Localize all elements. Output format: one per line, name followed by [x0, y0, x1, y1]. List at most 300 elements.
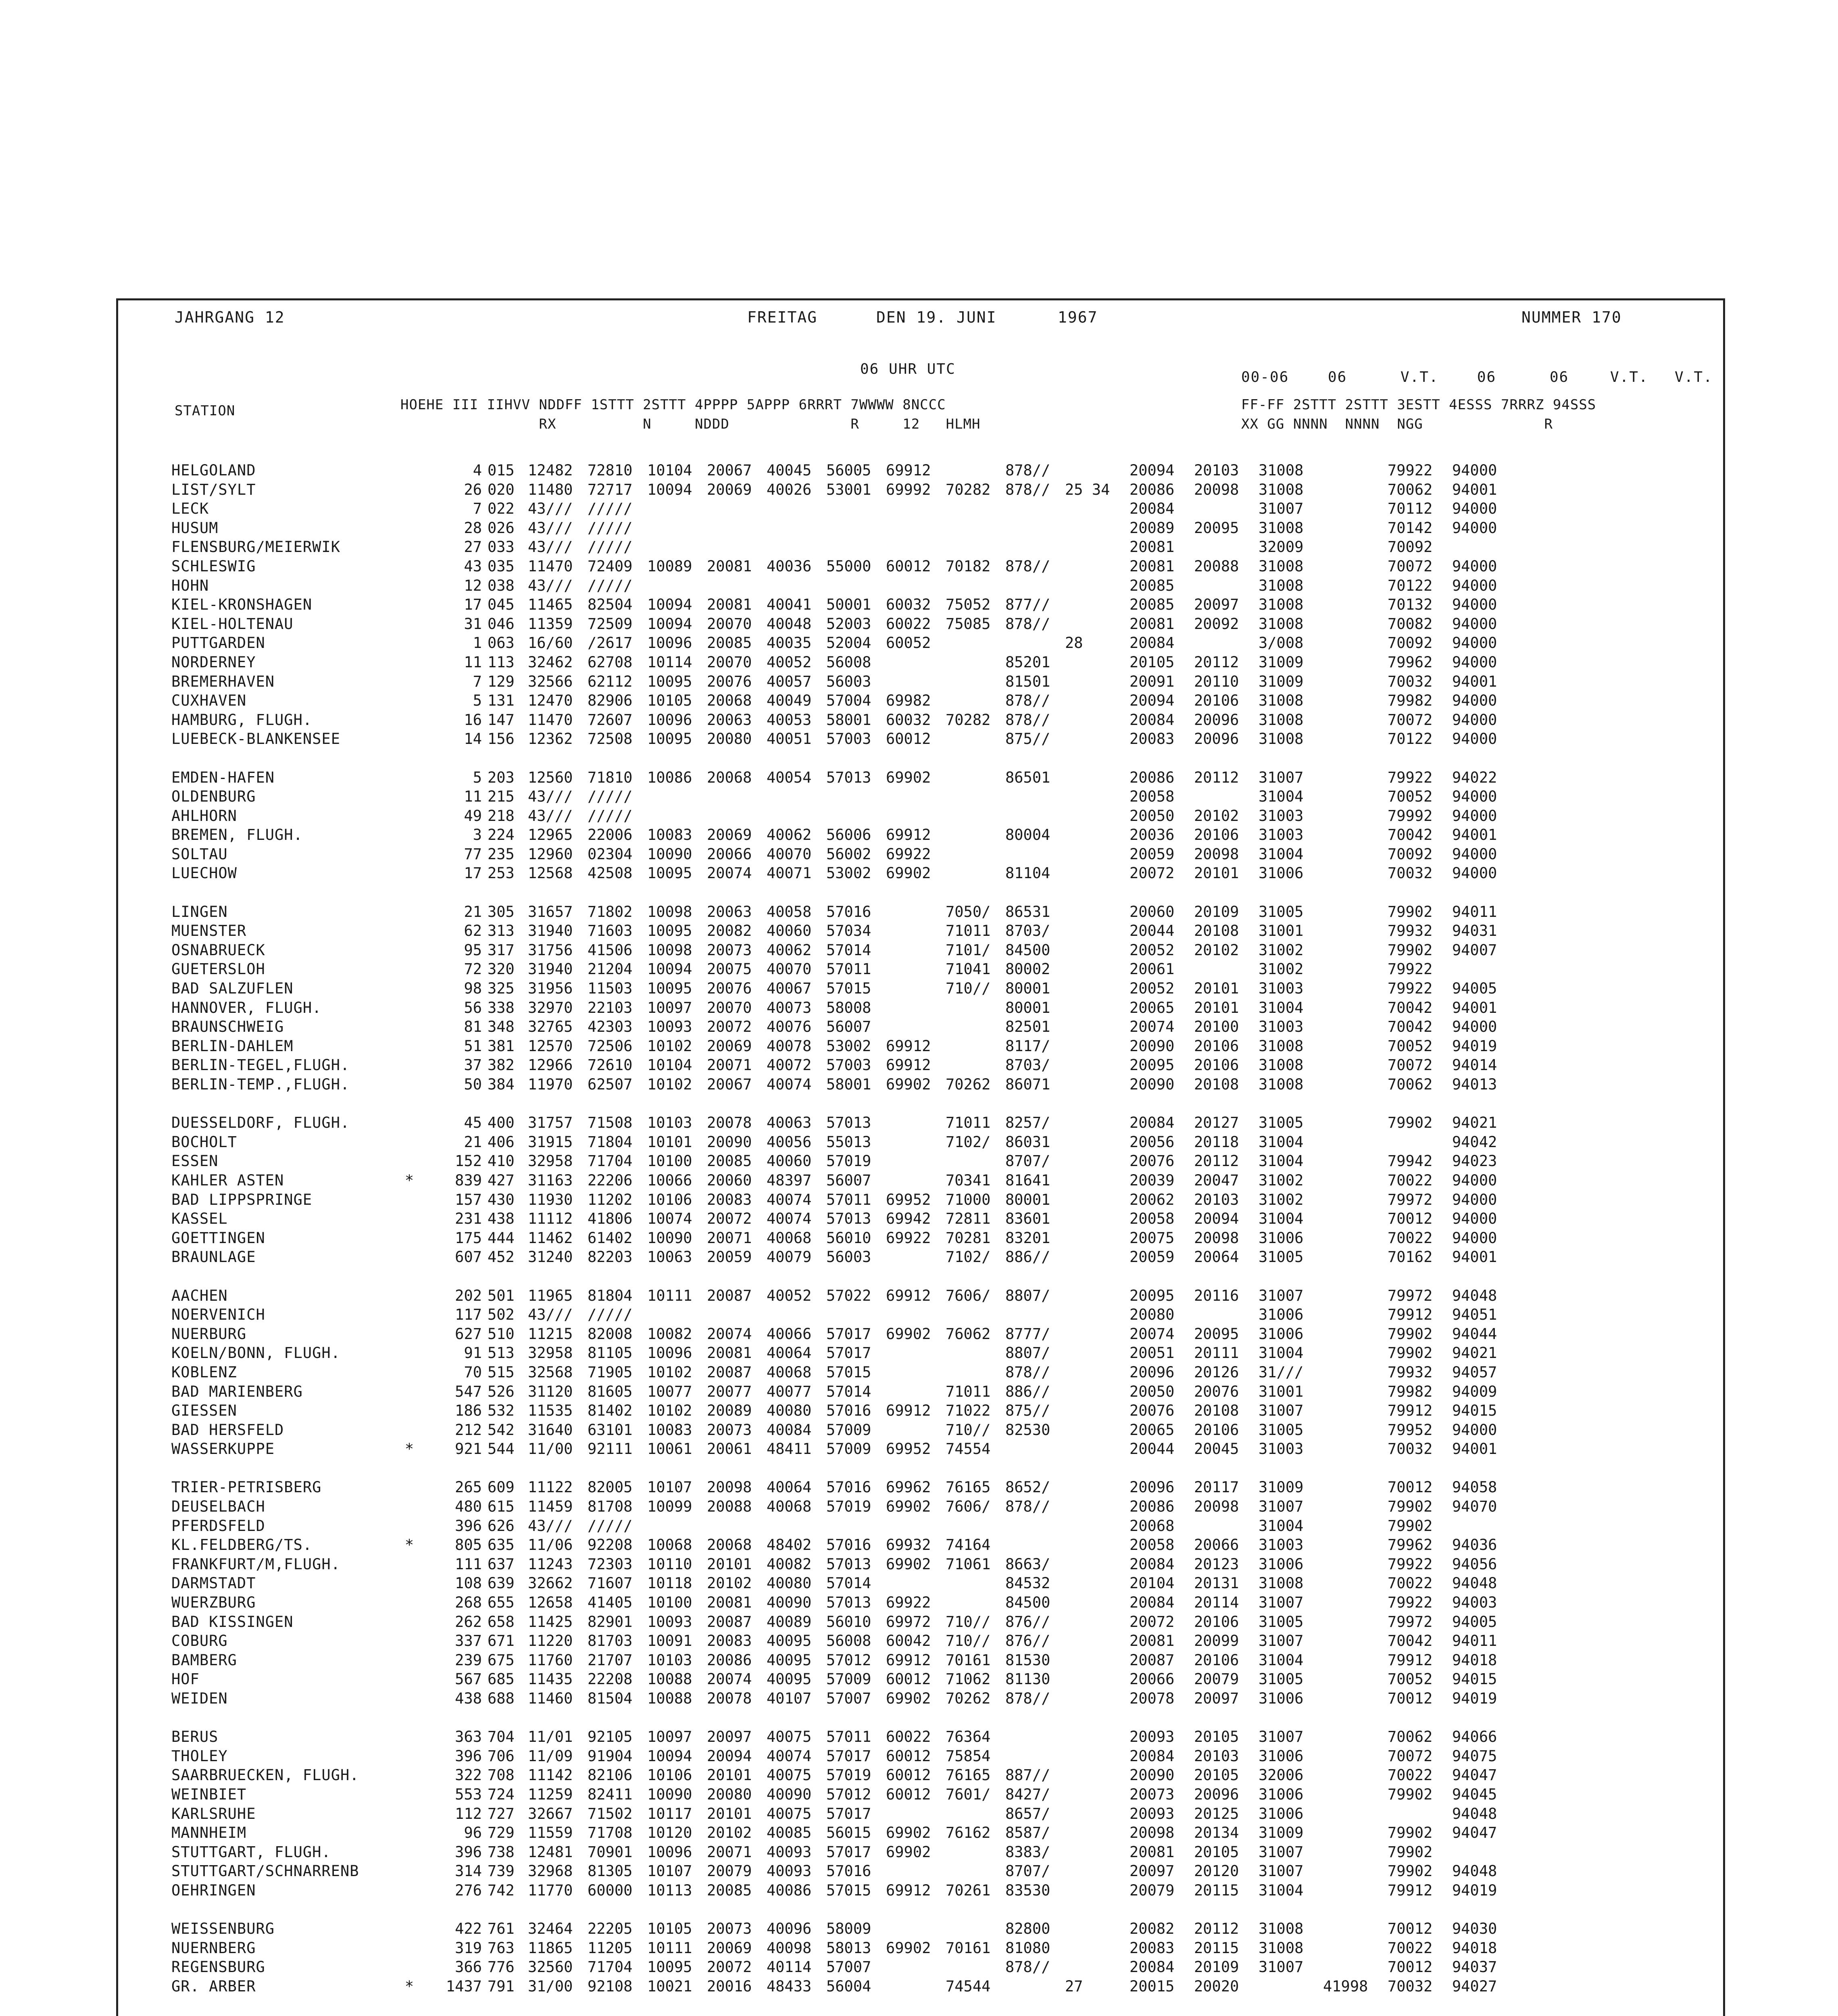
extra-group: 31007 [1259, 1594, 1304, 1612]
obs-group: 11112 [528, 1210, 573, 1228]
obs-group [886, 519, 946, 538]
station-name: KL.FELDBERG/TS. [171, 1536, 313, 1554]
extra-group [1323, 1382, 1388, 1402]
station-height: 51 [464, 1037, 482, 1055]
extra-group: 20127 [1194, 1114, 1239, 1132]
extra-group [1452, 1843, 1517, 1862]
station-name: GUETERSLOH [171, 960, 265, 978]
obs-group [767, 576, 826, 596]
obs-group: 40063 [767, 1114, 812, 1132]
obs-group: 72717 [588, 481, 633, 498]
wind-gust [1065, 576, 1129, 596]
extra-group: 20015 [1129, 1977, 1175, 1995]
station-row [171, 1056, 1517, 1075]
extra-group: 94019 [1452, 1690, 1497, 1707]
mountain-marker: * [404, 1536, 414, 1554]
wind-gust [1065, 768, 1129, 787]
obs-group: 20083 [707, 1191, 752, 1208]
obs-group: 878// [1005, 557, 1050, 575]
extra-group: 70042 [1388, 1018, 1433, 1036]
obs-group: 20073 [707, 941, 752, 959]
extra-group: 20087 [1129, 1651, 1175, 1669]
station-height: 152 [455, 1152, 482, 1170]
extra-group: 31004 [1259, 999, 1304, 1016]
obs-group: 10106 [647, 1191, 692, 1208]
obs-group: 71704 [588, 1958, 633, 1976]
wind-gust [1065, 902, 1129, 922]
obs-group [886, 1420, 946, 1440]
station-height: 108 [455, 1574, 482, 1592]
station-row [171, 1401, 1517, 1420]
obs-group: 76165 [946, 1766, 991, 1784]
main-col-header-1: HOEHE III IIHVV NDDFF 1STTT 2STTT 4PPPP 5APPP 6RRRT 7WWWW 8NCCC [400, 397, 946, 413]
obs-group: 57017 [826, 1325, 871, 1343]
obs-group [886, 1171, 946, 1190]
extra-group [1323, 979, 1388, 998]
extra-group: 70012 [1388, 1210, 1433, 1228]
extra-group: 20044 [1129, 1440, 1175, 1458]
wind-gust [1065, 1747, 1129, 1766]
station-index: 113 [488, 653, 515, 671]
station-name: BREMERHAVEN [171, 673, 275, 690]
station-index: 544 [488, 1440, 515, 1458]
obs-group: 10083 [647, 826, 692, 844]
obs-group: 40093 [767, 1862, 812, 1880]
obs-group [946, 845, 1005, 864]
wind-gust [1065, 845, 1129, 864]
extra-group: 31004 [1259, 1881, 1304, 1899]
station-name: HOF [171, 1670, 200, 1688]
obs-group: 20082 [707, 922, 752, 940]
extra-group: 20108 [1194, 922, 1239, 940]
station-index: 761 [488, 1920, 515, 1938]
mountain-marker [397, 1075, 421, 1094]
obs-group [647, 806, 707, 826]
obs-group: 60012 [886, 1747, 931, 1765]
station-name: TRIER-PETRISBERG [171, 1479, 322, 1496]
extra-group: 94000 [1452, 1018, 1497, 1036]
year-label: 1967 [1058, 308, 1098, 326]
obs-group: 11142 [528, 1766, 573, 1784]
extra-group: 20109 [1194, 1958, 1239, 1976]
extra-group: 94009 [1452, 1383, 1497, 1400]
obs-group: 20067 [707, 1076, 752, 1093]
mountain-marker: * [404, 1977, 414, 1995]
obs-group: 20077 [707, 1383, 752, 1400]
mountain-marker [397, 1209, 421, 1229]
obs-group: 57015 [826, 980, 871, 998]
wind-gust: 28 [1065, 634, 1083, 652]
obs-group: ///// [588, 577, 633, 594]
station-height: 212 [455, 1421, 482, 1439]
wind-gust [1065, 595, 1129, 614]
group-separator [171, 1094, 1517, 1114]
extra-group: 31007 [1259, 1728, 1304, 1746]
obs-group: 84532 [1005, 1574, 1050, 1592]
obs-group [886, 1343, 946, 1363]
obs-group: 31657 [528, 903, 573, 921]
extra-group [1323, 461, 1388, 480]
extra-group: 31008 [1259, 730, 1304, 748]
obs-group [946, 1017, 1005, 1037]
obs-group: 10096 [647, 1344, 692, 1362]
extra-group: 31004 [1259, 788, 1304, 806]
obs-group: 57011 [826, 960, 871, 978]
wind-gust [1065, 1651, 1129, 1670]
obs-group: 72509 [588, 615, 633, 633]
obs-group: 71502 [588, 1805, 633, 1822]
extra-group [1323, 576, 1388, 596]
extra-group: 20089 [1129, 519, 1175, 537]
obs-group: 11930 [528, 1191, 573, 1208]
extra-group: 79992 [1388, 807, 1433, 825]
extra-group: 20097 [1129, 1862, 1175, 1880]
extra-group: 20081 [1129, 538, 1175, 556]
obs-group [767, 537, 826, 557]
obs-group: 60012 [886, 1766, 931, 1784]
obs-group: 20080 [707, 730, 752, 748]
station-row [171, 537, 1517, 557]
station-row [171, 1017, 1517, 1037]
obs-group: 20090 [707, 1133, 752, 1151]
obs-group: 10104 [647, 1056, 692, 1074]
mountain-marker [397, 1939, 421, 1958]
obs-group [707, 787, 767, 806]
obs-group: 71802 [588, 903, 633, 921]
extra-group: 70062 [1388, 481, 1433, 498]
obs-group: 877// [1005, 596, 1050, 614]
station-row [171, 1823, 1517, 1843]
station-row [171, 614, 1517, 634]
obs-group: 8663/ [1005, 1555, 1050, 1573]
station-index: 658 [488, 1613, 515, 1631]
obs-group: 42508 [588, 864, 633, 882]
station-name: WEIDEN [171, 1690, 228, 1707]
extra-group: 79922 [1388, 768, 1433, 786]
extra-group: 20103 [1194, 462, 1239, 479]
obs-group: 58001 [826, 1076, 871, 1093]
mountain-marker [397, 1305, 421, 1325]
obs-group: 42303 [588, 1018, 633, 1036]
obs-group: 74164 [946, 1536, 991, 1554]
obs-group: 56008 [826, 653, 871, 671]
obs-group: 82800 [1005, 1920, 1050, 1938]
obs-group: 60022 [886, 1728, 931, 1746]
obs-group: 20085 [707, 634, 752, 652]
obs-group: 69912 [886, 462, 931, 479]
station-row [171, 1133, 1517, 1152]
station-height: 62 [464, 922, 482, 940]
obs-group: 10095 [647, 730, 692, 748]
obs-group: 20075 [707, 960, 752, 978]
station-name: WASSERKUPPE [171, 1440, 275, 1458]
obs-group [946, 576, 1005, 596]
obs-group: 22206 [588, 1171, 633, 1189]
obs-group: 32968 [528, 1862, 573, 1880]
station-index: 325 [488, 980, 515, 998]
extra-group: 31001 [1259, 922, 1304, 940]
obs-group: 74544 [946, 1977, 991, 1995]
extra-group: 20072 [1129, 1613, 1175, 1631]
obs-group: 20076 [707, 980, 752, 998]
station-name: MUENSTER [171, 922, 247, 940]
obs-group: 10096 [647, 711, 692, 729]
obs-group: 43/// [528, 500, 573, 518]
obs-group [647, 576, 707, 596]
extra-group: 94011 [1452, 1632, 1497, 1650]
station-index: 430 [488, 1191, 515, 1208]
obs-group: 69912 [886, 826, 931, 844]
obs-group: 10086 [647, 768, 692, 786]
extra-group [1323, 710, 1388, 730]
wind-gust [1065, 1133, 1129, 1152]
station-name: BERLIN-DAHLEM [171, 1037, 294, 1055]
wind-gust [1065, 1727, 1129, 1747]
obs-group: 10100 [647, 1594, 692, 1612]
obs-group: 10099 [647, 1498, 692, 1516]
obs-group: 60000 [588, 1881, 633, 1899]
extra-group: 94048 [1452, 1862, 1497, 1880]
obs-group: 40089 [767, 1613, 812, 1631]
mountain-marker [397, 537, 421, 557]
extra-group: 20062 [1129, 1191, 1175, 1208]
obs-group: 56004 [826, 1977, 871, 1995]
obs-group [946, 1574, 1005, 1593]
obs-group: 76062 [946, 1325, 991, 1343]
obs-group: 20070 [707, 653, 752, 671]
obs-group [886, 1133, 946, 1152]
extra-group: 31003 [1259, 1536, 1304, 1554]
obs-group: 71011 [946, 922, 991, 940]
obs-group: 40080 [767, 1574, 812, 1592]
obs-group: 10098 [647, 941, 692, 959]
station-index: 444 [488, 1229, 515, 1247]
obs-group: 71905 [588, 1363, 633, 1381]
extra-group: 94037 [1452, 1958, 1497, 1976]
station-name: BAD HERSFELD [171, 1421, 284, 1439]
obs-group: 58001 [826, 711, 871, 729]
obs-group: 69902 [886, 1076, 931, 1093]
obs-group: 69962 [886, 1479, 931, 1496]
obs-group: 40090 [767, 1785, 812, 1803]
group-separator [171, 1996, 1517, 2016]
obs-group: 69922 [886, 845, 931, 863]
obs-group: 32560 [528, 1958, 573, 1976]
obs-group: 40058 [767, 903, 812, 921]
mountain-marker [397, 1785, 421, 1804]
obs-group: 20063 [707, 711, 752, 729]
extra-group: 31004 [1259, 1152, 1304, 1170]
extra-group: 20059 [1129, 1248, 1175, 1266]
obs-group: ///// [588, 807, 633, 825]
station-height: 396 [455, 1517, 482, 1535]
station-index: 348 [488, 1018, 515, 1036]
extra-group: 20076 [1194, 1383, 1239, 1400]
obs-group: 40070 [767, 845, 812, 863]
obs-group: 20085 [707, 1152, 752, 1170]
extra-group: 94000 [1452, 1210, 1497, 1228]
obs-group: 20072 [707, 1018, 752, 1036]
extra-group: 70012 [1388, 1958, 1433, 1976]
mountain-marker [397, 845, 421, 864]
obs-group: 40036 [767, 557, 812, 575]
station-row [171, 1555, 1517, 1574]
station-name: WEINBIET [171, 1785, 247, 1803]
wind-gust: 27 [1065, 1977, 1083, 1995]
extra-group: 20079 [1129, 1881, 1175, 1899]
obs-group: 40080 [767, 1402, 812, 1420]
station-height: 21 [464, 1133, 482, 1151]
extra-group: 31007 [1259, 1287, 1304, 1304]
extra-group: 31007 [1259, 500, 1304, 518]
extra-group: 31004 [1259, 1210, 1304, 1228]
mountain-marker [397, 1651, 421, 1670]
station-height: 839 [455, 1171, 482, 1189]
obs-group: 11/09 [528, 1747, 573, 1765]
obs-group: 70262 [946, 1076, 991, 1093]
obs-group: ///// [588, 1306, 633, 1324]
extra-group: 20082 [1129, 1920, 1175, 1938]
extra-group: 79902 [1388, 941, 1433, 959]
obs-group: 32958 [528, 1152, 573, 1170]
obs-group: 31756 [528, 941, 573, 959]
obs-group: 57013 [826, 1210, 871, 1228]
weekday-label: FREITAG [747, 308, 818, 326]
obs-group: 57022 [826, 1287, 871, 1304]
obs-group [886, 979, 946, 998]
obs-group [707, 1516, 767, 1536]
extra-group: 94018 [1452, 1651, 1497, 1669]
obs-group: 57016 [826, 1536, 871, 1554]
obs-group: 32765 [528, 1018, 573, 1036]
obs-group: 10102 [647, 1076, 692, 1093]
obs-group: 74554 [946, 1440, 991, 1458]
obs-group: 10110 [647, 1555, 692, 1573]
extra-group: 70032 [1388, 864, 1433, 882]
obs-group: 60042 [886, 1632, 931, 1650]
wind-gust [1065, 1286, 1129, 1306]
obs-group: 40049 [767, 692, 812, 710]
station-index: 502 [488, 1306, 515, 1324]
obs-group: 11459 [528, 1498, 573, 1516]
mountain-marker [397, 691, 421, 710]
station-name: HANNOVER, FLUGH. [171, 999, 322, 1016]
station-row [171, 1574, 1517, 1593]
obs-group: 82504 [588, 596, 633, 614]
obs-group: 10103 [647, 1114, 692, 1132]
station-row [171, 710, 1517, 730]
extra-group: 94000 [1452, 1229, 1497, 1247]
station-height: 91 [464, 1344, 482, 1362]
station-index: 655 [488, 1594, 515, 1612]
extra-group: 3/008 [1259, 634, 1304, 652]
obs-group: 70161 [946, 1651, 991, 1669]
extra-group: 79962 [1388, 1536, 1433, 1554]
obs-group: 10094 [647, 596, 692, 614]
obs-group: 69902 [886, 1555, 931, 1573]
extra-group: 31002 [1259, 1171, 1304, 1189]
mountain-marker [397, 1056, 421, 1075]
obs-group [767, 1516, 826, 1536]
mountain-marker [397, 480, 421, 500]
station-height: 98 [464, 980, 482, 998]
obs-group: 43/// [528, 519, 573, 537]
extra-group: 70032 [1388, 1977, 1433, 1995]
obs-group: 40041 [767, 596, 812, 614]
obs-group: 40076 [767, 1018, 812, 1036]
obs-group: 12960 [528, 845, 573, 863]
obs-group: 11435 [528, 1670, 573, 1688]
station-height: 95 [464, 941, 482, 959]
extra-group: 94001 [1452, 673, 1497, 690]
obs-group: 71041 [946, 960, 991, 978]
station-name: NUERNBERG [171, 1939, 256, 1957]
obs-group [1005, 1516, 1065, 1536]
station-index: 706 [488, 1747, 515, 1765]
obs-group: 32970 [528, 999, 573, 1016]
station-name: OSNABRUECK [171, 941, 265, 959]
extra-group [1323, 1478, 1388, 1497]
extra-group: 20086 [1129, 1498, 1175, 1516]
station-index: 022 [488, 500, 515, 518]
extra-group: 94051 [1452, 1306, 1497, 1324]
obs-group [886, 1919, 946, 1939]
obs-group: 83530 [1005, 1881, 1050, 1899]
extra-group: 20105 [1129, 653, 1175, 671]
extra-group: 70012 [1388, 1690, 1433, 1707]
extra-group [1323, 1958, 1388, 1977]
obs-group: 10100 [647, 1152, 692, 1170]
obs-group [886, 921, 946, 941]
mountain-marker [397, 1363, 421, 1382]
wind-gust [1065, 1766, 1129, 1785]
obs-time-label: 06 UHR UTC [860, 361, 956, 377]
obs-group: 8707/ [1005, 1152, 1050, 1170]
obs-group: 72607 [588, 711, 633, 729]
obs-group: 76162 [946, 1824, 991, 1842]
obs-group: 57011 [826, 1728, 871, 1746]
hour-label-a: 06 [1328, 369, 1347, 385]
extra-group [1323, 806, 1388, 826]
wind-gust [1065, 1439, 1129, 1459]
extra-group: 70062 [1388, 1076, 1433, 1093]
extra-group: 94000 [1452, 1191, 1497, 1208]
extra-group: 20126 [1194, 1363, 1239, 1381]
extra-group: 20112 [1194, 1920, 1239, 1938]
extra-group: 31007 [1259, 1958, 1304, 1976]
obs-group: 43/// [528, 538, 573, 556]
extra-group: 70022 [1388, 1766, 1433, 1784]
station-row [171, 902, 1517, 922]
obs-group: 20074 [707, 864, 752, 882]
station-index: 215 [488, 788, 515, 806]
obs-group [886, 998, 946, 1018]
extra-group: 20060 [1129, 903, 1175, 921]
obs-group [647, 537, 707, 557]
obs-group: 57019 [826, 1152, 871, 1170]
obs-group: 86501 [1005, 768, 1050, 786]
extra-group: 31004 [1259, 1517, 1304, 1535]
obs-group [886, 653, 946, 672]
mountain-marker [397, 595, 421, 614]
extra-group: 94000 [1452, 577, 1497, 594]
obs-group: 43/// [528, 1517, 573, 1535]
obs-group [826, 806, 886, 826]
extra-group [1194, 1516, 1259, 1536]
obs-group [886, 537, 946, 557]
station-row [171, 672, 1517, 691]
obs-group: 92208 [588, 1536, 633, 1554]
